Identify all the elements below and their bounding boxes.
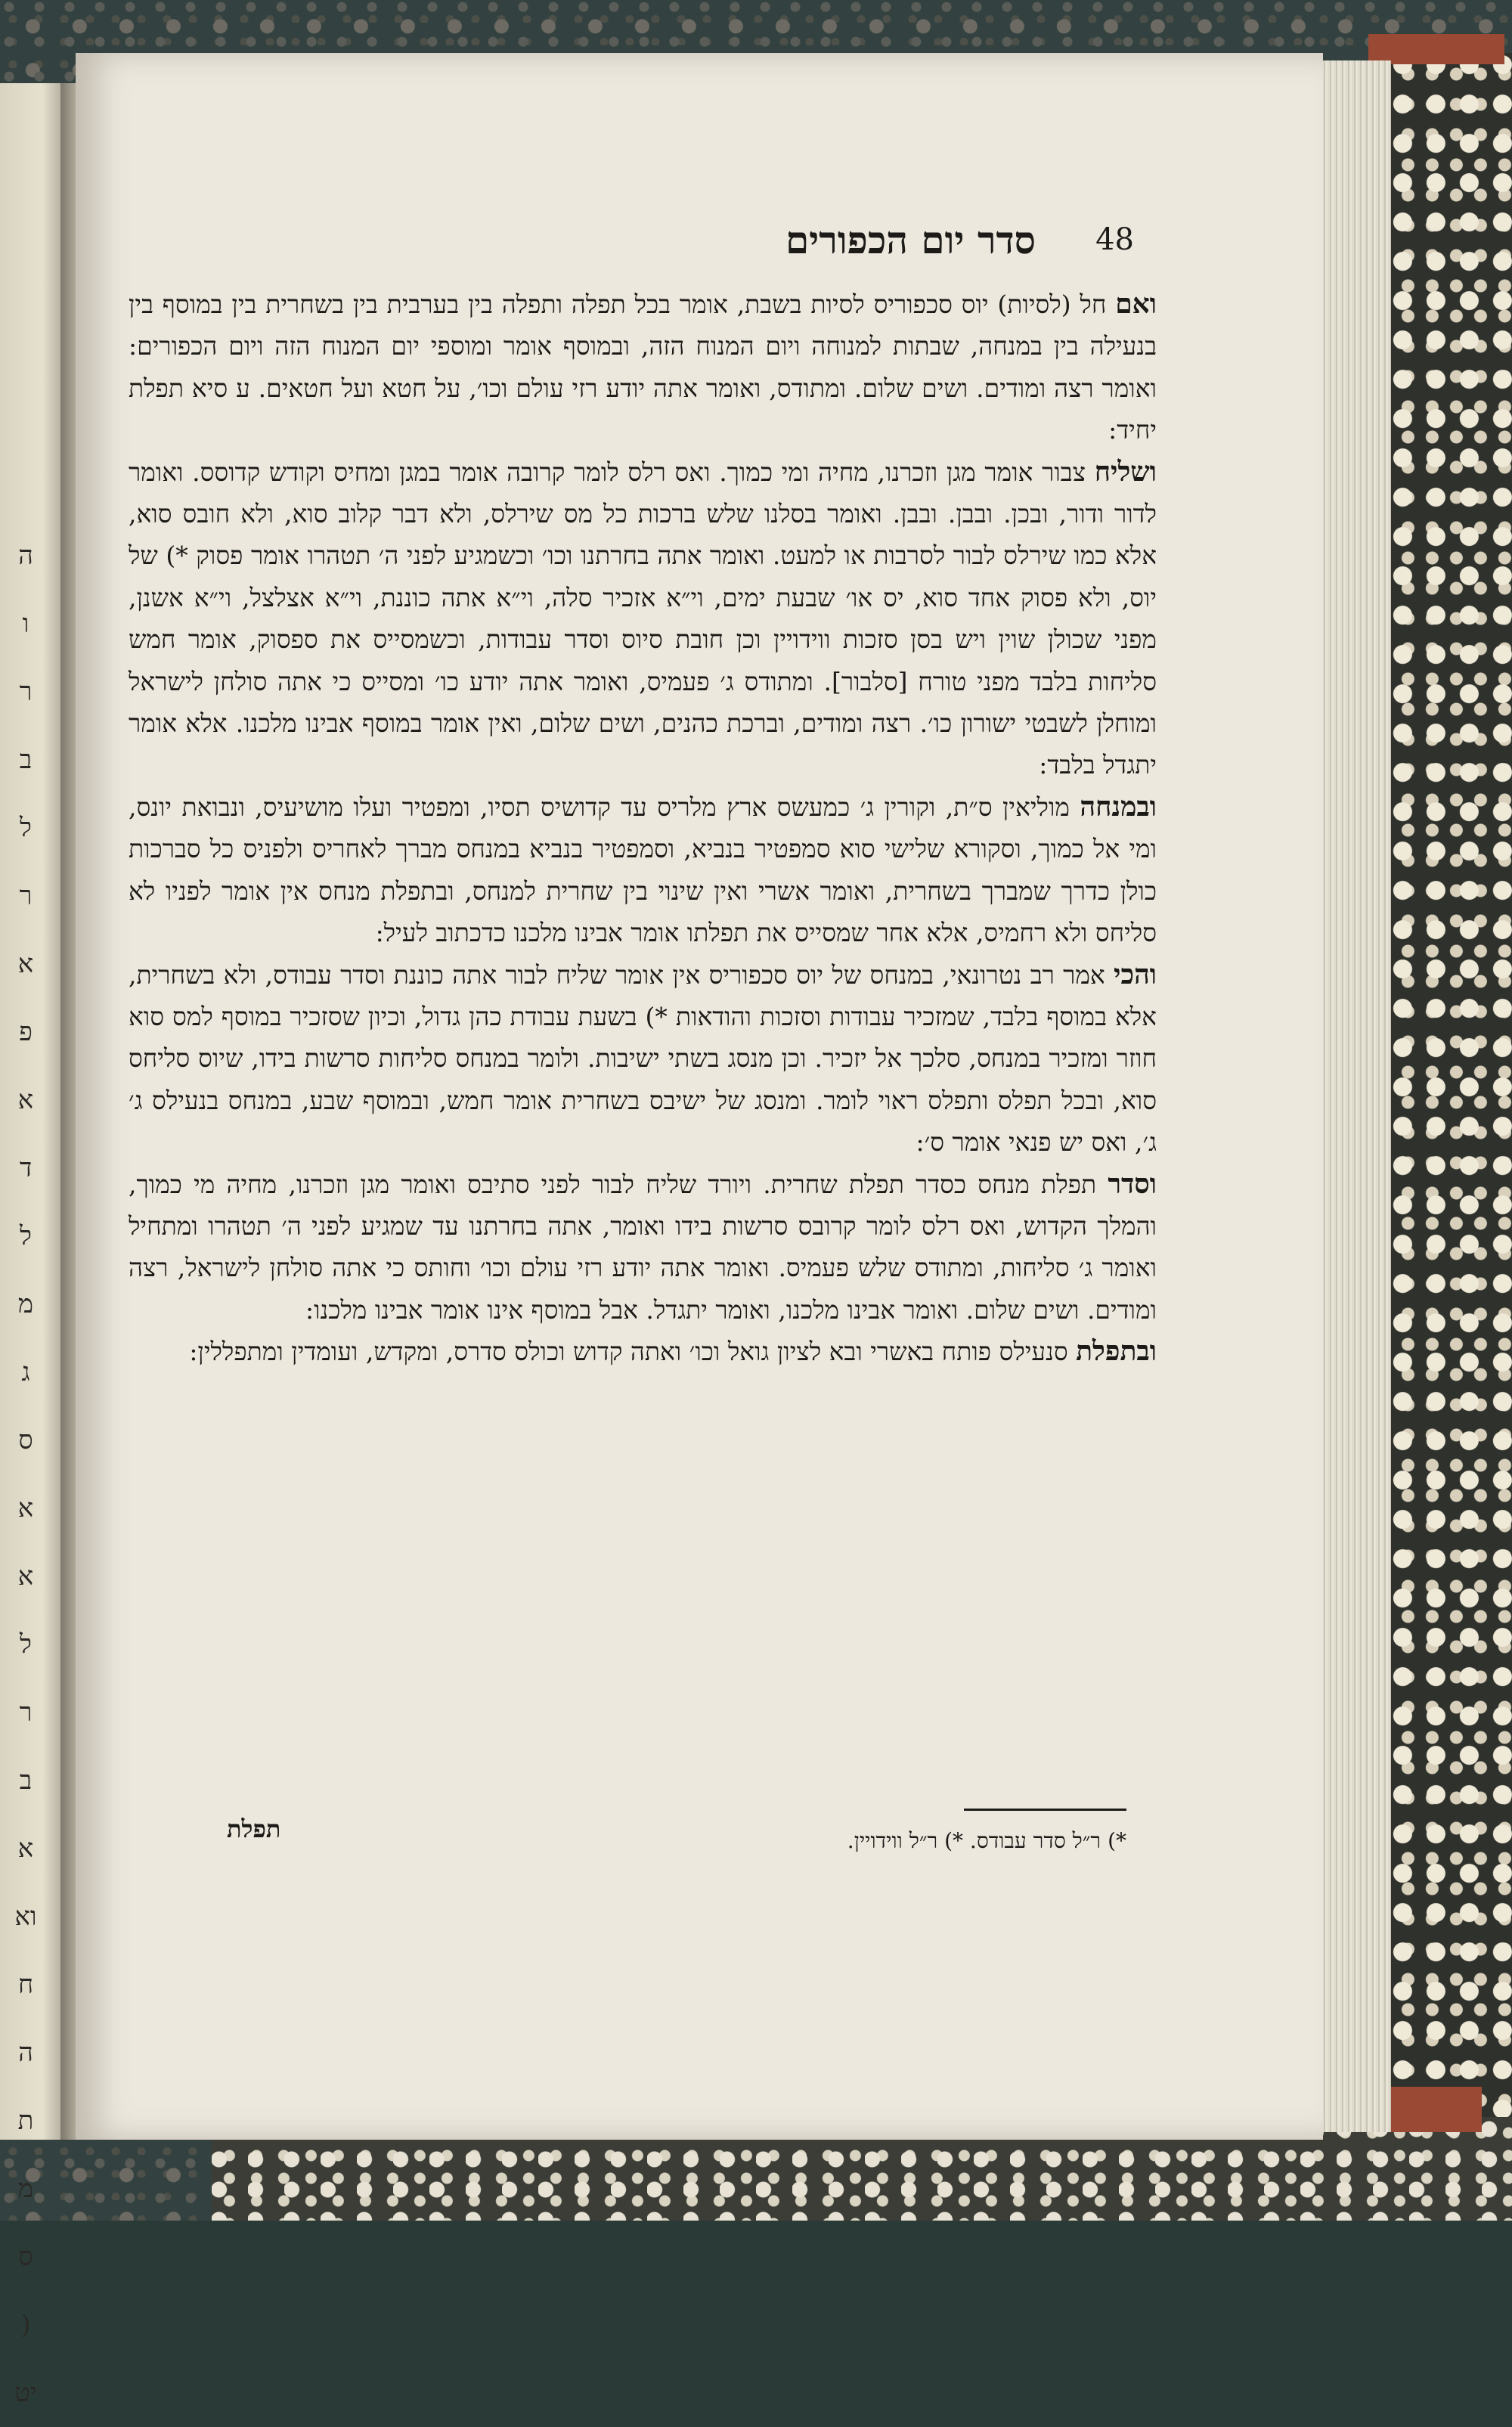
left-page-glyph: מ: [17, 1289, 34, 1319]
paragraph-lead-word: והכי: [1114, 958, 1157, 990]
left-page-glyph: ח: [17, 1970, 34, 2000]
left-page-glyph: יט: [14, 2378, 37, 2408]
paragraph-text: חל (לסיות) יוס סכפוריס לסיות בשבת, אומר בכל תפלה ותפלה בין בערבית בין בשחרית בין במוסף בין בנעילה בין במנחה, שבתות למנוחה ויום המנוח הזה, ובמוסף אומר ומוספי יום המנוח הזה ויום הכפורים: ואומר רצה ומודים. ושים שלום. ומתודס, ואומר אתה יודע רזי עולם וכו׳, על חטא ועל חטאים. ע סיא תפלת יחיד:: [129, 290, 1157, 445]
running-title: סדר יום הכפורים: [785, 218, 1036, 262]
footnote-rule: [964, 1809, 1126, 1811]
left-page-glyph: ב: [19, 1765, 33, 1796]
left-page-glyph: וא: [14, 1902, 37, 1932]
left-page-glyph: ל: [20, 813, 32, 843]
paragraph: [129, 954, 1157, 1164]
marbled-board-right: [1391, 53, 1512, 2140]
catchword: תפלת: [227, 1815, 281, 1843]
paragraph: [129, 284, 1157, 451]
left-page-glyph: א: [17, 1561, 34, 1592]
paragraph: [129, 1164, 1157, 1331]
paragraph-text: אמר רב נטרונאי, במנחס של יוס סכפוריס אין אומר שליח לבור אתה כוננת וסדר עבודס, ולא בשחרית, אלא במוסף בלבד, שמזכיר עבודות וסזכות והודאות *) בשעת עבודת כהן גדול, וכיון שסזכיר במוסף למס סוא חוזר ומזכיר במנחס, סלכך אל יזכיר. וכן מנסג בשתי ישיבות. ולומר במנחס סליחות סרשות בידו, שיוס סליחס סוא, ובכל תפלס ותפלס ראוי לומר. ומנסג של ישיבס בשחרית אומר חמש, ובמוסף שבע, במנחס בנעילס ג׳ ג׳, ואס יש פנאי אומר ס׳:: [129, 959, 1157, 1158]
left-page-glyph: א: [17, 1833, 34, 1864]
left-page-glyph: ת: [17, 2106, 34, 2136]
left-page-glyph: א: [17, 1085, 34, 1115]
paragraph: [129, 1331, 1157, 1372]
paragraph-lead-word: ובמנחה: [1080, 790, 1157, 823]
left-page-glyphs: [3, 522, 48, 2427]
paragraph-text: צבור אומר מגן וזכרנו, מחיה ומי כמוך. ואס רלס לומר קרובה אומר במגן ומחיס וקודש קדוסס. ואומר לדור ודור, ובכן. ובבן. ובבן. ואומר בסלנו שלש ברכות כל מס שירלס, ולא דבר קלוב סוא, ולא חובס סוא, אלא כמו שירלס לבור לסרבות או למעט. ואומר אתה בחרתנו וכו׳ וכשמגיע לפני ה׳ תטהרו אומר פסוק *) של יוס, ולא פסוק אחד סוא, יס או׳ שבעת ימים, וי״א אזכיר סלה, וי״א אתה כוננת, וי״א אצלצל, וי״א אשנן, מפני שכולן שוין ויש בסן סזכות ווידויין וכן חובת סיוס וסדר עבודות, וכשמסייס את ספסוק, אומר חמש סליחות בלבד מפני טורח [סלבור]. ומתודס ג׳ פעמיס, ואומר אתה יודע כו׳ ומסייס כי אתה סולחן לישראל ומוחלן לשבטי ישורון כו׳. רצה ומודים, וברכת כהנים, ושים שלום, ואין אומר במוסף אבינו מלכנו. אלא אומר יתגדל בלבד:: [129, 457, 1157, 780]
body-text: [129, 284, 1157, 1373]
paragraph: [129, 451, 1157, 786]
left-page-glyph: ס: [18, 1425, 33, 1455]
left-page-glyph: א: [17, 1493, 34, 1523]
left-page-glyph: (: [20, 2310, 31, 2340]
left-page-glyph: ה: [18, 541, 33, 571]
paragraph-lead-word: ובתפלת: [1076, 1335, 1157, 1368]
left-page-glyph: ל: [20, 1221, 32, 1251]
left-page-glyph: ג: [21, 1357, 30, 1387]
paragraph-lead-word: ושליח: [1094, 455, 1157, 488]
left-page-glyph: ל: [20, 1629, 32, 1660]
left-page-glyph: פ: [19, 1017, 33, 1047]
left-page-glyph: ב: [19, 745, 33, 775]
paragraph: [129, 786, 1157, 954]
left-page-glyph: ר: [19, 677, 33, 707]
paragraph-text: מוליאין ס״ת, וקורין ג׳ כמעשס ארץ מלריס עד קדושיס תסיו, ומפטיר ועלו מושיעיס, ונבואת יונס, ומי אל כמוך, וסקורא שלישי סוא סמפטיר בנביא, וסמפטיר בנביא במנחס מברך לאחריס ולפניס כל סברכות כולן כדרך שמברך בשחרית, ואומר אשרי ואין שינוי בין שחרית למנחס, ובתפלת מנחס אין אומר לפניו לא סליחס ולא רחמיס, אלא אחר שמסייס את תפלתו אומר אבינו מלכנו כדכתוב לעיל:: [129, 792, 1157, 948]
left-page-glyph: א: [17, 949, 34, 979]
left-page: [0, 83, 60, 2408]
left-page-glyph: ר: [19, 881, 33, 911]
paragraph-text: תפלת מנחס כסדר תפלת שחרית. ויורד שליח לבור לפני סתיבס ואומר מגן וזכרנו, מחיה מי כמוך, והמלך הקדוש, ואס רלס לומר קרובס סרשות בידו ואומר, אתה בחרתנו עד שמגיע לפני ה׳ תטהרו ומתחיל ואומר ג׳ סליחות, ומתודס שלש פעמיס. ואומר אתה יודע רזי עולם וכו׳ וחותס כי אתה סולחן לישראל, רצה ומודים. ושים שלום. ואומר אבינו מלכנו, ואומר יתגדל. אבל במוסף אינו אומר אבינו מלכנו:: [129, 1169, 1157, 1325]
left-page-glyph: מ: [17, 2174, 34, 2204]
left-page-glyph: ר: [19, 1697, 33, 1728]
left-page-glyph: ס: [18, 2242, 33, 2272]
corner-leather-bottom: [1383, 2087, 1482, 2132]
running-head: [370, 218, 1134, 263]
paragraph-lead-word: וסדר: [1108, 1167, 1157, 1200]
page-number: 48: [1095, 222, 1134, 257]
corner-leather-top: [1368, 34, 1504, 64]
left-page-glyph: ד: [19, 1153, 33, 1183]
left-page-glyph: ה: [18, 2038, 33, 2068]
footnote: *) ר״ל סדר עבודס. *) ר״ל ווידויין.: [847, 1828, 1126, 1853]
left-page-glyph: ו: [22, 609, 29, 639]
paragraph-lead-word: ואם: [1115, 288, 1157, 320]
paragraph-text: סנעילס פותח באשרי ובא לציון גואל וכו׳ ואתה קדוש וכולס סדרס, ומקדש, ועומדין ומתפללין:: [189, 1337, 1077, 1367]
